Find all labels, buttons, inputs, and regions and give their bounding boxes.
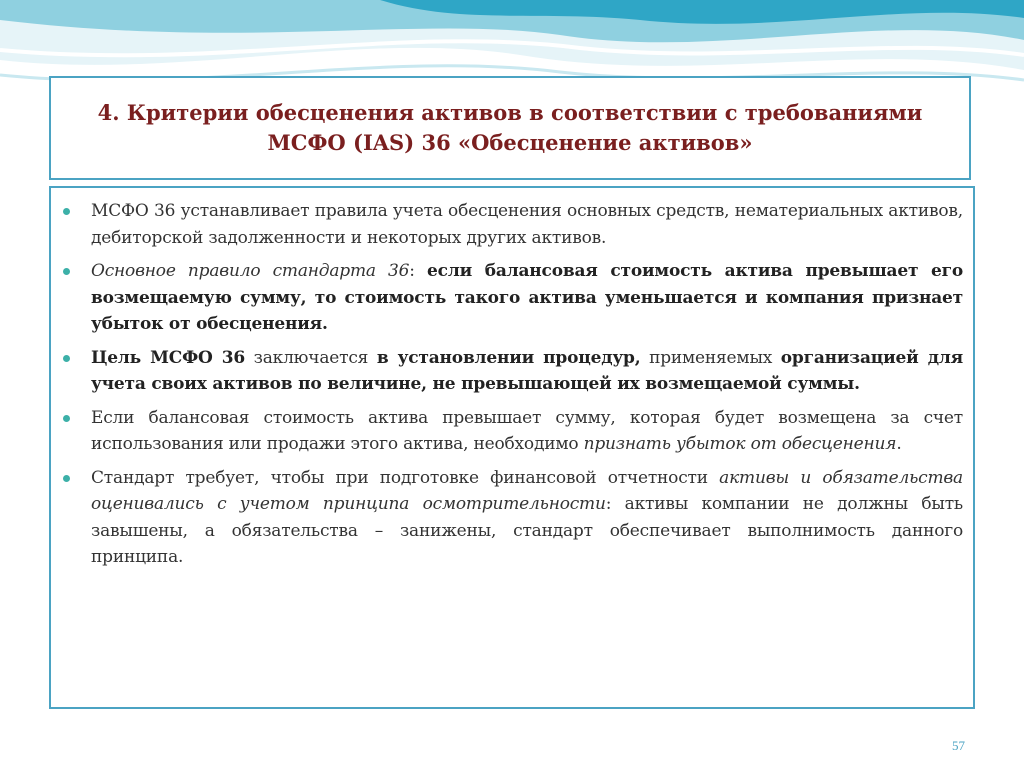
item-text: :: [409, 261, 428, 281]
title-box: [49, 76, 971, 180]
item-text-bold: если балансовая стоимость актива превышает его возмещаемую сумму, то стоимость такого актива уменьшается и компания признает убыток от обесценения.: [91, 261, 964, 334]
item-text: Если балансовая стоимость актива превышает сумму, которая будет возмещена за счет использования или продажи этого актива, необходимо: [91, 407, 963, 454]
item-text-italic: признать убыток от обесценения: [583, 434, 897, 454]
content-box: [49, 186, 975, 709]
item-text: Стандарт требует, чтобы при подготовке финансовой отчетности: [91, 467, 720, 488]
item-text-bold: организацией для учета своих активов по величине, не превышающей их возмещаемой суммы.: [91, 347, 963, 394]
bullet-dot-icon: [63, 268, 70, 275]
item-text: заключается: [245, 347, 377, 368]
page-number: 57: [952, 738, 965, 753]
item-text-bold: Цель МСФО 36: [91, 347, 246, 368]
bullet-dot-icon: [63, 355, 70, 362]
item-text: МСФО 36 устанавливает правила учета обесценения основных средств, нематериальных активов, дебиторской задолженности и некоторых других активов.: [91, 201, 963, 248]
bullet-item-2: [91, 258, 963, 338]
slide-title-line-1: 4. Критерии обесценения активов в соответствии с требованиями: [97, 100, 923, 125]
item-text-italic: активы и обязательства оценивались с учетом принципа осмотрительности: [91, 467, 963, 514]
slide-title-line-2: МСФО (IAS) 36 «Обесценение активов»: [267, 130, 753, 155]
bullet-dot-icon: [63, 415, 70, 422]
bullet-dot-icon: [63, 208, 70, 215]
item-text-bold: в установлении процедур,: [376, 347, 641, 368]
item-text: применяемых: [640, 347, 781, 368]
item-text: .: [896, 434, 902, 454]
bullet-item-1: [91, 198, 963, 251]
bullet-dot-icon: [63, 475, 70, 482]
bullet-item-4: [91, 405, 963, 458]
item-text: : активы компании не должны быть завышены, а обязательства – занижены, стандарт обеспечивает выполнимость данного принципа.: [91, 494, 963, 567]
item-text-italic: Основное правило стандарта 36: [91, 261, 410, 281]
bullet-item-3: [91, 345, 963, 398]
bullet-item-5: [91, 465, 963, 571]
